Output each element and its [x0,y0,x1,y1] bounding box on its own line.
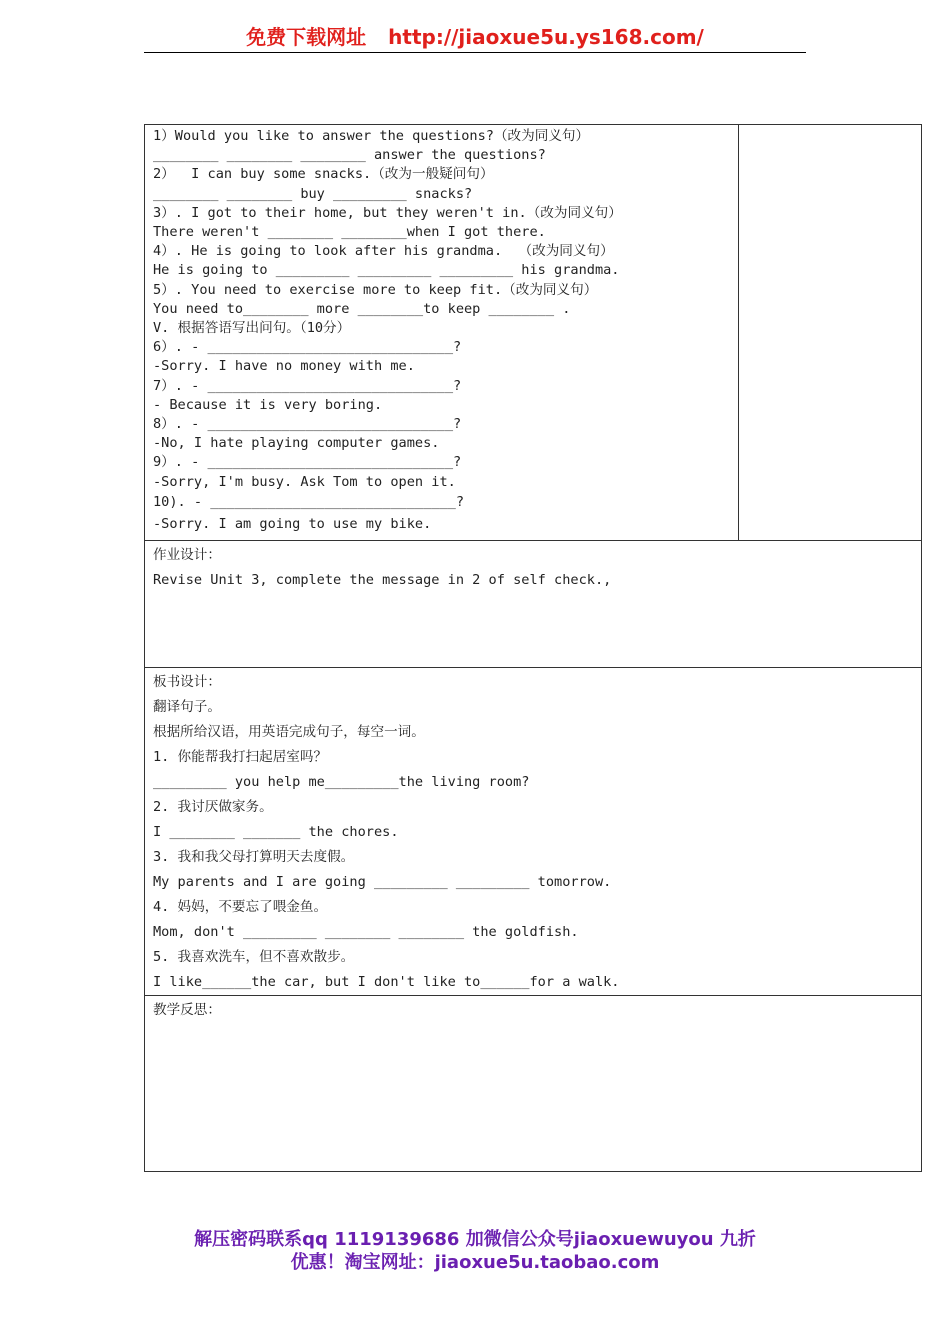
homework-content: Revise Unit 3, complete the message in 2 of self check., [153,572,612,588]
footer-line-1: 解压密码联系qq 1119139686 加微信公众号jiaoxuewuyou 九折 [194,1229,756,1250]
board-line: 2. 我讨厌做家务。 [153,799,273,815]
exercise-line: There weren't ________ ________when I got there. [153,224,546,241]
page-footer [0,1228,950,1274]
exercise-line: 9）. - ______________________________? [153,454,462,471]
board-line: _________ you help me_________the living room? [153,774,530,790]
exercise-line: -No, I hate playing computer games. [153,435,440,452]
exercise-line: 2） I can buy some snacks.（改为一般疑问句） [153,166,494,183]
homework-title: 作业设计： [153,547,221,563]
exercise-line: 7）. - ______________________________? [153,377,462,394]
board-line: 5. 我喜欢洗车，但不喜欢散步。 [153,949,355,965]
exercise-line: 6）. - ______________________________? [153,339,462,356]
exercise-line: ________ ________ ________ answer the questions? [153,147,546,164]
board-title: 板书设计： [153,674,221,690]
exercise-line: 10). - ______________________________? [153,493,464,510]
exercise-line: - Because it is very boring. [153,396,383,413]
board-line: Mom, don't _________ ________ ________ the goldfish. [153,924,579,940]
board-design-cell [145,668,922,996]
exercise-line: -Sorry. I am going to use my bike. [153,515,432,532]
header-url-link[interactable]: http://jiaoxue5u.ys168.com/ [388,25,704,49]
board-line: My parents and I are going _________ _________ tomorrow. [153,874,612,890]
blank-side-cell [739,125,922,541]
page-header [144,22,806,53]
board-line: 根据所给汉语，用英语完成句子，每空一词。 [153,724,425,740]
exercise-line: ________ ________ buy _________ snacks? [153,185,473,202]
exercise-line: V. 根据答语写出问句。（10分） [153,320,351,337]
reflection-cell [145,996,922,1172]
header-label: 免费下载网址 [246,25,367,49]
exercise-line: He is going to _________ _________ _________ his grandma. [153,262,620,279]
exercise-line: -Sorry, I'm busy. Ask Tom to open it. [153,473,456,490]
board-line: I ________ _______ the chores. [153,824,399,840]
exercise-line: 3）. I got to their home, but they weren't in.（改为同义句） [153,204,622,221]
exercise-cell [145,125,739,541]
homework-cell [145,541,922,668]
exercise-line: -Sorry. I have no money with me. [153,358,415,375]
exercise-line: 1）Would you like to answer the questions?（改为同义句） [153,128,590,144]
board-line: 3. 我和我父母打算明天去度假。 [153,849,355,865]
exercise-line: You need to________ more ________to keep ________ . [153,300,571,317]
exercise-line: 5）. You need to exercise more to keep fit.（改为同义句） [153,281,598,298]
board-line: 4. 妈妈，不要忘了喂金鱼。 [153,899,328,915]
board-line: 翻译句子。 [153,699,221,715]
exercise-line: 4）. He is going to look after his grandma. （改为同义句） [153,243,614,260]
board-line: 1. 你能帮我打扫起居室吗？ [153,749,328,765]
board-line: I like______the car, but I don't like to______for a walk. [153,974,620,990]
footer-line-2: 优惠！淘宝网址：jiaoxue5u.taobao.com [290,1252,660,1273]
reflection-title: 教学反思： [153,1002,221,1018]
exercise-line: 8）. - ______________________________? [153,416,462,433]
lesson-table [144,124,922,1172]
